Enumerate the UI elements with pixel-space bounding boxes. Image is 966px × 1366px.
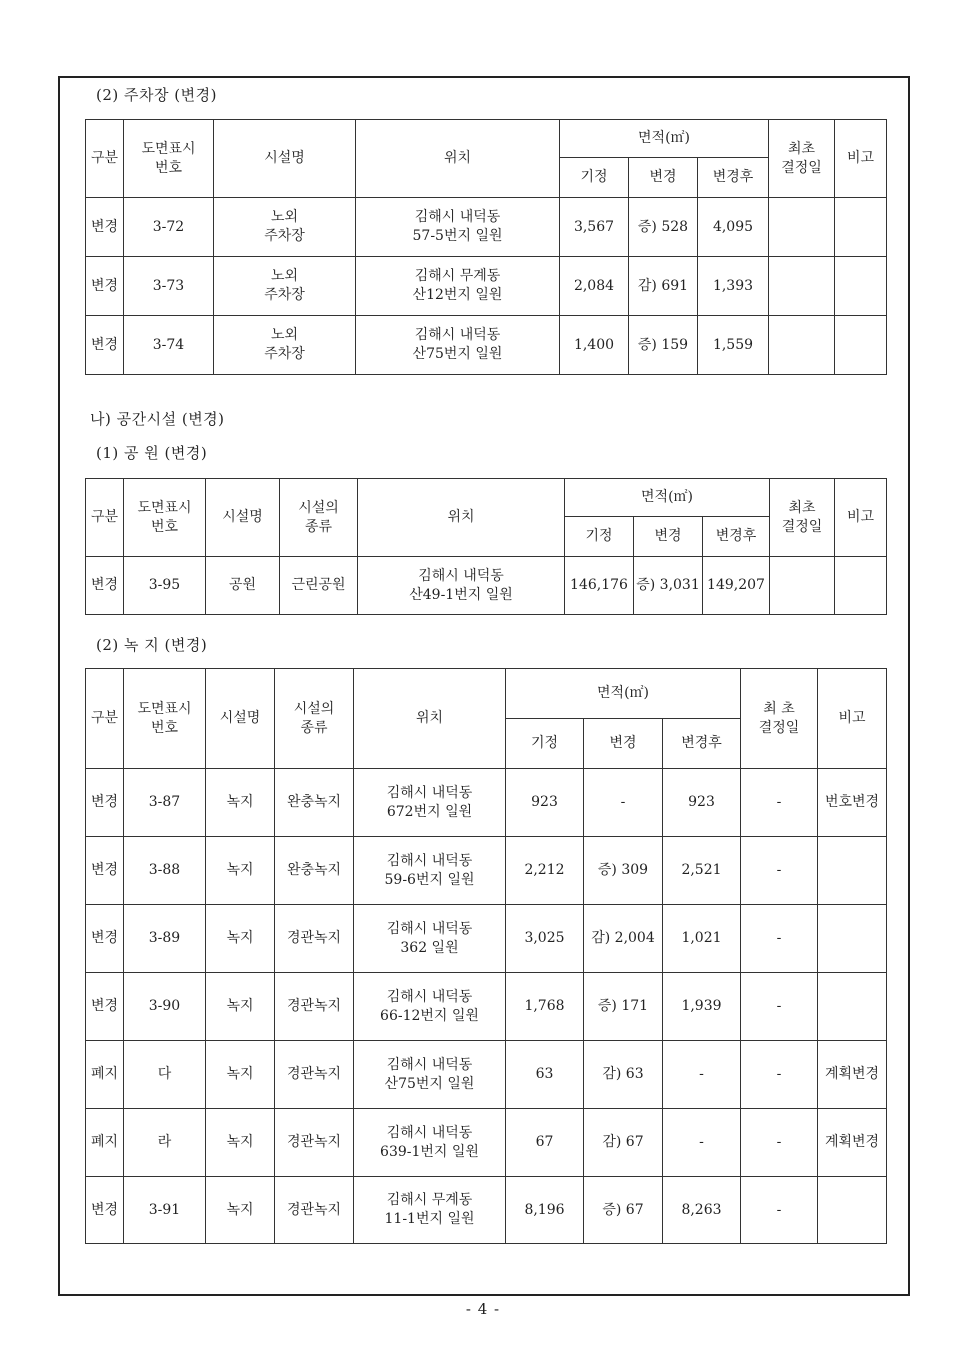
cell-existing: 1,400 — [560, 316, 629, 375]
cell-gubun: 변경 — [86, 198, 124, 257]
cell-gubun: 변경 — [86, 316, 124, 375]
cell-location: 김해시 내덕동 산49-1번지 일원 — [358, 557, 565, 615]
cell-after: 8,263 — [663, 1177, 741, 1244]
cell-drawing-no: 3-74 — [124, 316, 214, 375]
header-remarks: 비고 — [835, 479, 887, 557]
cell-location: 김해시 내덕동 57-5번지 일원 — [356, 198, 560, 257]
cell-first-decision: - — [741, 1041, 818, 1109]
cell-location: 김해시 무계동 11-1번지 일원 — [354, 1177, 506, 1244]
header-area: 면적(㎡) — [560, 120, 769, 158]
cell-facility: 녹지 — [206, 769, 275, 837]
cell-change: 증) 159 — [629, 316, 698, 375]
table-row — [86, 769, 887, 837]
cell-drawing-no: 3-87 — [124, 769, 206, 837]
cell-remarks — [818, 905, 887, 973]
header-kind: 시설의 종류 — [275, 669, 354, 769]
cell-facility: 녹지 — [206, 973, 275, 1041]
space-facility-heading: 나) 공간시설 (변경) — [90, 410, 225, 428]
parking-heading: (2) 주차장 (변경) — [96, 86, 217, 104]
cell-after: 923 — [663, 769, 741, 837]
header-drawing-no: 도면표시 번호 — [124, 669, 206, 769]
cell-first-decision — [770, 557, 835, 615]
cell-existing: 2,212 — [506, 837, 584, 905]
cell-first-decision: - — [741, 769, 818, 837]
table-row — [86, 1109, 887, 1177]
header-drawing-no: 도면표시 번호 — [124, 479, 206, 557]
header-existing: 기정 — [560, 158, 629, 198]
cell-location: 김해시 무계동 산12번지 일원 — [356, 257, 560, 316]
cell-change: 감) 2,004 — [584, 905, 663, 973]
cell-gubun: 변경 — [86, 257, 124, 316]
cell-existing: 923 — [506, 769, 584, 837]
cell-change: 증) 309 — [584, 837, 663, 905]
header-change: 변경 — [584, 719, 663, 769]
cell-existing: 67 — [506, 1109, 584, 1177]
header-change: 변경 — [629, 158, 698, 198]
cell-after: 1,021 — [663, 905, 741, 973]
cell-gubun: 변경 — [86, 1177, 124, 1244]
cell-location: 김해시 내덕동 산75번지 일원 — [354, 1041, 506, 1109]
cell-first-decision — [769, 257, 835, 316]
cell-kind: 완충녹지 — [275, 769, 354, 837]
cell-drawing-no: 다 — [124, 1041, 206, 1109]
cell-drawing-no: 3-88 — [124, 837, 206, 905]
header-drawing-no: 도면표시 번호 — [124, 120, 214, 198]
cell-facility: 녹지 — [206, 905, 275, 973]
cell-remarks: 계획변경 — [818, 1041, 887, 1109]
header-kind: 시설의 종류 — [280, 479, 358, 557]
cell-facility: 녹지 — [206, 837, 275, 905]
header-facility: 시설명 — [214, 120, 356, 198]
cell-change: 증) 171 — [584, 973, 663, 1041]
cell-facility: 노외 주차장 — [214, 198, 356, 257]
cell-drawing-no: 3-89 — [124, 905, 206, 973]
cell-kind: 경관녹지 — [275, 905, 354, 973]
park-table — [85, 478, 887, 615]
header-first-decision: 최초 결정일 — [769, 120, 835, 198]
table-row — [86, 973, 887, 1041]
cell-first-decision — [769, 316, 835, 375]
cell-facility: 노외 주차장 — [214, 257, 356, 316]
cell-remarks — [835, 257, 887, 316]
table-row — [86, 1041, 887, 1109]
header-after: 변경후 — [663, 719, 741, 769]
cell-change: 증) 67 — [584, 1177, 663, 1244]
cell-after: - — [663, 1109, 741, 1177]
cell-after: 2,521 — [663, 837, 741, 905]
table-row — [86, 198, 887, 257]
header-gubun: 구분 — [86, 669, 124, 769]
cell-kind: 경관녹지 — [275, 1177, 354, 1244]
cell-gubun: 변경 — [86, 769, 124, 837]
cell-first-decision — [769, 198, 835, 257]
header-location: 위치 — [358, 479, 565, 557]
cell-remarks: 번호변경 — [818, 769, 887, 837]
page-number: - 4 - — [465, 1300, 501, 1318]
table-row — [86, 316, 887, 375]
cell-after: 1,559 — [698, 316, 769, 375]
cell-change: 감) 67 — [584, 1109, 663, 1177]
cell-gubun: 폐지 — [86, 1109, 124, 1177]
cell-drawing-no: 3-73 — [124, 257, 214, 316]
cell-kind: 완충녹지 — [275, 837, 354, 905]
header-gubun: 구분 — [86, 120, 124, 198]
header-facility: 시설명 — [206, 479, 280, 557]
header-first-decision: 최 초 결정일 — [741, 669, 818, 769]
cell-remarks — [818, 837, 887, 905]
parking-table — [85, 119, 887, 375]
cell-facility: 녹지 — [206, 1177, 275, 1244]
cell-location: 김해시 내덕동 639-1번지 일원 — [354, 1109, 506, 1177]
cell-first-decision: - — [741, 837, 818, 905]
cell-after: 1,393 — [698, 257, 769, 316]
cell-first-decision: - — [741, 973, 818, 1041]
header-area: 면적(㎡) — [565, 479, 770, 517]
cell-change: 감) 691 — [629, 257, 698, 316]
cell-change: 증) 528 — [629, 198, 698, 257]
green-heading: (2) 녹 지 (변경) — [96, 636, 208, 654]
cell-remarks: 계획변경 — [818, 1109, 887, 1177]
cell-drawing-no: 3-72 — [124, 198, 214, 257]
cell-gubun: 폐지 — [86, 1041, 124, 1109]
table-row — [86, 837, 887, 905]
cell-first-decision: - — [741, 905, 818, 973]
header-existing: 기정 — [565, 517, 634, 557]
table-row — [86, 905, 887, 973]
cell-remarks — [818, 973, 887, 1041]
cell-remarks — [835, 316, 887, 375]
table-row — [86, 257, 887, 316]
cell-gubun: 변경 — [86, 905, 124, 973]
cell-after: 1,939 — [663, 973, 741, 1041]
cell-existing: 8,196 — [506, 1177, 584, 1244]
cell-first-decision: - — [741, 1109, 818, 1177]
cell-facility: 녹지 — [206, 1109, 275, 1177]
cell-change: 감) 63 — [584, 1041, 663, 1109]
cell-after: 4,095 — [698, 198, 769, 257]
park-heading: (1) 공 원 (변경) — [96, 444, 208, 462]
cell-first-decision: - — [741, 1177, 818, 1244]
header-gubun: 구분 — [86, 479, 124, 557]
cell-remarks — [818, 1177, 887, 1244]
cell-drawing-no: 라 — [124, 1109, 206, 1177]
header-change: 변경 — [634, 517, 703, 557]
cell-gubun: 변경 — [86, 837, 124, 905]
cell-kind: 경관녹지 — [275, 1109, 354, 1177]
cell-facility: 공원 — [206, 557, 280, 615]
cell-location: 김해시 내덕동 산75번지 일원 — [356, 316, 560, 375]
header-remarks: 비고 — [818, 669, 887, 769]
table-row — [86, 557, 887, 615]
cell-location: 김해시 내덕동 66-12번지 일원 — [354, 973, 506, 1041]
cell-after: - — [663, 1041, 741, 1109]
cell-facility: 노외 주차장 — [214, 316, 356, 375]
cell-gubun: 변경 — [86, 557, 124, 615]
cell-location: 김해시 내덕동 672번지 일원 — [354, 769, 506, 837]
cell-kind: 경관녹지 — [275, 1041, 354, 1109]
header-location: 위치 — [354, 669, 506, 769]
cell-change: - — [584, 769, 663, 837]
cell-existing: 1,768 — [506, 973, 584, 1041]
cell-location: 김해시 내덕동 362 일원 — [354, 905, 506, 973]
cell-kind: 경관녹지 — [275, 973, 354, 1041]
cell-drawing-no: 3-91 — [124, 1177, 206, 1244]
cell-gubun: 변경 — [86, 973, 124, 1041]
cell-after: 149,207 — [703, 557, 770, 615]
header-after: 변경후 — [698, 158, 769, 198]
cell-existing: 2,084 — [560, 257, 629, 316]
cell-existing: 146,176 — [565, 557, 634, 615]
header-area: 면적(㎡) — [506, 669, 741, 719]
cell-facility: 녹지 — [206, 1041, 275, 1109]
header-location: 위치 — [356, 120, 560, 198]
header-first-decision: 최초 결정일 — [770, 479, 835, 557]
header-facility: 시설명 — [206, 669, 275, 769]
cell-location: 김해시 내덕동 59-6번지 일원 — [354, 837, 506, 905]
cell-remarks — [835, 198, 887, 257]
cell-kind: 근린공원 — [280, 557, 358, 615]
cell-existing: 63 — [506, 1041, 584, 1109]
cell-existing: 3,025 — [506, 905, 584, 973]
cell-drawing-no: 3-90 — [124, 973, 206, 1041]
cell-change: 증) 3,031 — [634, 557, 703, 615]
green-table — [85, 668, 887, 1244]
header-remarks: 비고 — [835, 120, 887, 198]
header-existing: 기정 — [506, 719, 584, 769]
table-row — [86, 1177, 887, 1244]
header-after: 변경후 — [703, 517, 770, 557]
cell-existing: 3,567 — [560, 198, 629, 257]
cell-remarks — [835, 557, 887, 615]
cell-drawing-no: 3-95 — [124, 557, 206, 615]
